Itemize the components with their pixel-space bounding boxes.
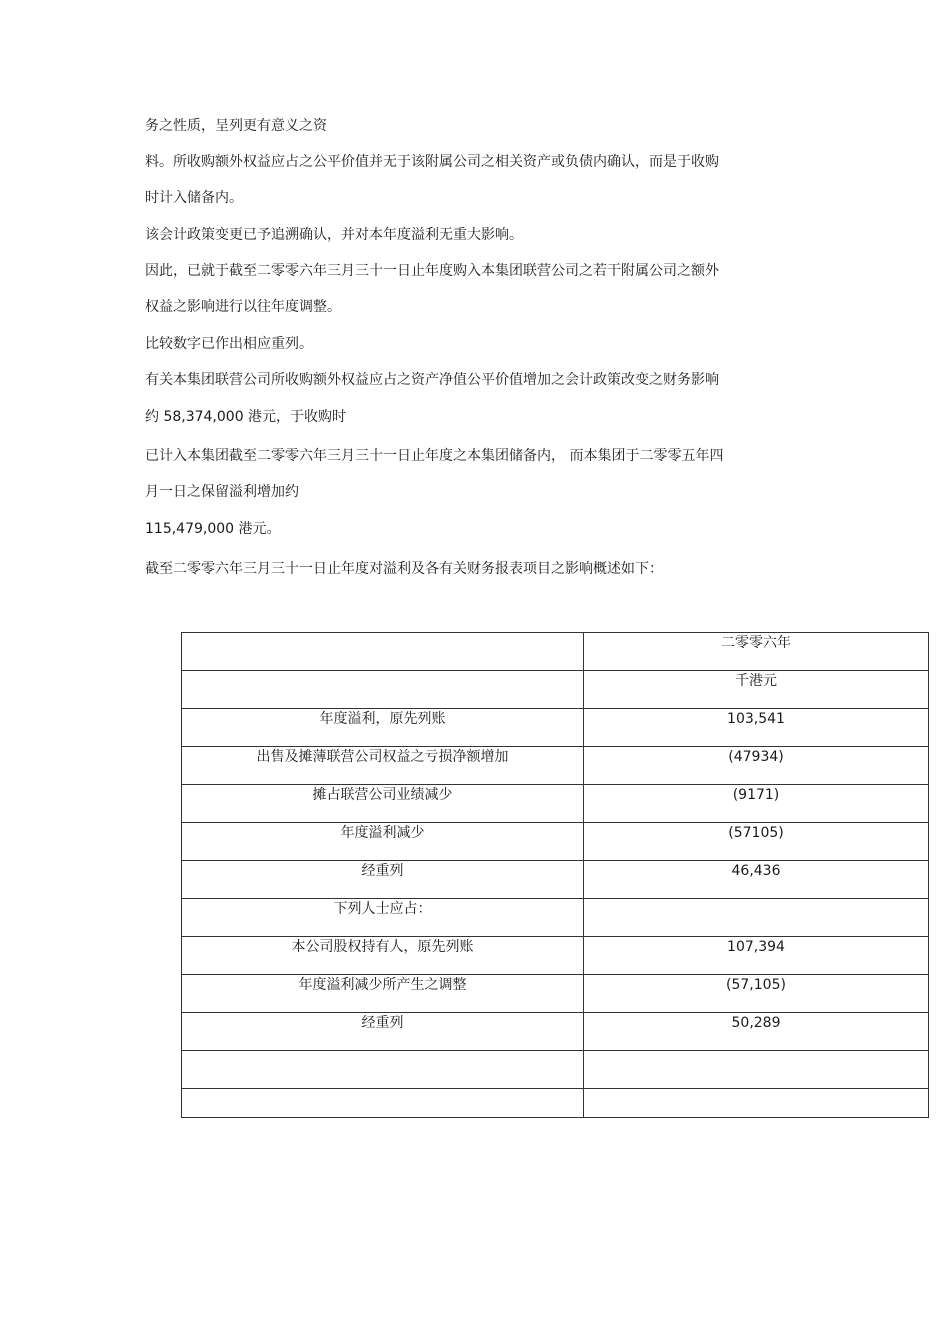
row-label: 下列人士应占： xyxy=(182,899,584,937)
row-label: 年度溢利减少所产生之调整 xyxy=(182,975,584,1013)
paragraph-line: 务之性质，呈列更有意义之资 xyxy=(145,118,327,134)
paragraph-line: 因此，已就于截至二零零六年三月三十一日止年度购入本集团联营公司之若干附属公司之额外 xyxy=(145,263,719,279)
row-value: 50,289 xyxy=(584,1013,929,1051)
paragraph-line: 约 58,374,000 港元，于收购时 xyxy=(145,409,347,425)
paragraph-line: 115,479,000 港元。 xyxy=(145,521,281,537)
row-label: 本公司股权持有人，原先列账 xyxy=(182,937,584,975)
paragraph-line: 时计入储备内。 xyxy=(145,190,243,206)
paragraph-line: 该会计政策变更已予追溯确认，并对本年度溢利无重大影响。 xyxy=(145,227,523,243)
table-row xyxy=(182,1013,929,1051)
row-label xyxy=(182,1051,584,1089)
table-row xyxy=(182,785,929,823)
header-year: 二零零六年 xyxy=(584,633,929,671)
table-header-row xyxy=(182,671,929,709)
row-label xyxy=(182,1089,584,1118)
row-value: (47934) xyxy=(584,747,929,785)
row-value: (57,105) xyxy=(584,975,929,1013)
paragraph-line: 比较数字已作出相应重列。 xyxy=(145,336,313,352)
row-value: 107,394 xyxy=(584,937,929,975)
row-value: 46,436 xyxy=(584,861,929,899)
table-row xyxy=(182,709,929,747)
table-row xyxy=(182,1051,929,1089)
row-value xyxy=(584,1089,929,1118)
paragraph-line: 料。所收购额外权益应占之公平价值并无于该附属公司之相关资产或负债内确认，而是于收购 xyxy=(145,154,719,170)
row-label: 年度溢利，原先列账 xyxy=(182,709,584,747)
paragraph-line: 有关本集团联营公司所收购额外权益应占之资产净值公平价值增加之会计政策改变之财务影响 xyxy=(145,372,719,388)
paragraph-line: 截至二零零六年三月三十一日止年度对溢利及各有关财务报表项目之影响概述如下： xyxy=(145,561,663,577)
paragraph-line: 权益之影响进行以往年度调整。 xyxy=(145,299,341,315)
table-row xyxy=(182,899,929,937)
row-value xyxy=(584,899,929,937)
row-value: (9171) xyxy=(584,785,929,823)
table-cell xyxy=(182,671,584,709)
row-value: 103,541 xyxy=(584,709,929,747)
table-row xyxy=(182,747,929,785)
table-header-row xyxy=(182,633,929,671)
row-value: (57105) xyxy=(584,823,929,861)
row-value xyxy=(584,1051,929,1089)
paragraph-line: 月一日之保留溢利增加约 xyxy=(145,484,299,500)
row-label: 出售及摊薄联营公司权益之亏损净额增加 xyxy=(182,747,584,785)
paragraph-line: 已计入本集团截至二零零六年三月三十一日止年度之本集团储备内， 而本集团于二零零五年四 xyxy=(145,448,724,464)
table-row xyxy=(182,1089,929,1118)
table-row xyxy=(182,975,929,1013)
financial-impact-table xyxy=(181,632,929,1118)
row-label: 摊占联营公司业绩减少 xyxy=(182,785,584,823)
table-row xyxy=(182,823,929,861)
row-label: 年度溢利减少 xyxy=(182,823,584,861)
row-label: 经重列 xyxy=(182,861,584,899)
header-unit: 千港元 xyxy=(584,671,929,709)
table-row xyxy=(182,861,929,899)
table-cell xyxy=(182,633,584,671)
table-row xyxy=(182,937,929,975)
row-label: 经重列 xyxy=(182,1013,584,1051)
